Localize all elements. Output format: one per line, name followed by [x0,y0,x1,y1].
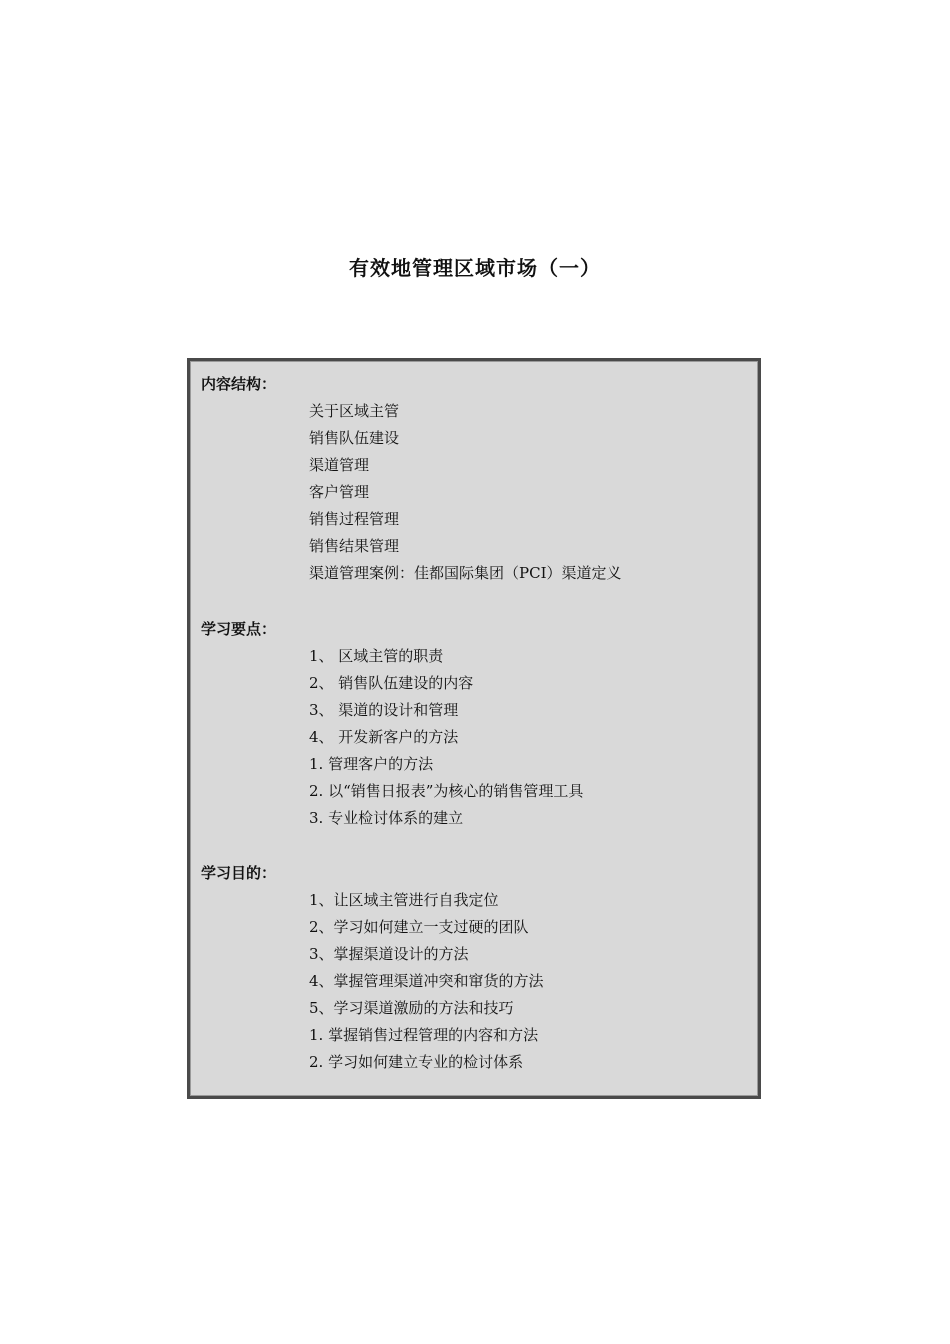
list-item: 4、 开发新客户的方法 [309,728,459,746]
section-heading-content-structure: 内容结构： [201,375,277,393]
list-item: 3. 专业检讨体系的建立 [309,809,464,827]
list-item: 4、掌握管理渠道冲突和窜货的方法 [309,972,544,990]
list-item: 关于区域主管 [309,402,400,420]
list-item: 销售队伍建设 [309,429,400,447]
list-item: 3、 渠道的设计和管理 [309,701,459,719]
section-heading-learning-objectives: 学习目的： [201,864,277,882]
list-item: 5、学习渠道激励的方法和技巧 [309,999,514,1017]
list-item: 2、学习如何建立一支过硬的团队 [309,918,529,936]
list-item: 渠道管理 [309,456,370,474]
list-item: 销售过程管理 [309,510,400,528]
list-item: 2、 销售队伍建设的内容 [309,674,474,692]
list-item: 1. 管理客户的方法 [309,755,434,773]
list-item: 2. 以“销售日报表”为核心的销售管理工具 [309,782,584,800]
list-item: 1. 掌握销售过程管理的内容和方法 [309,1026,539,1044]
list-item: 2. 学习如何建立专业的检讨体系 [309,1053,524,1071]
list-item: 销售结果管理 [309,537,400,555]
list-item: 客户管理 [309,483,370,501]
list-item: 3、掌握渠道设计的方法 [309,945,469,963]
section-heading-key-points: 学习要点： [201,620,277,638]
page-title: 有效地管理区域市场（一） [349,256,601,280]
list-item: 渠道管理案例：佳都国际集团（PCI）渠道定义 [309,564,622,582]
content-box [187,358,761,1099]
list-item: 1、 区域主管的职责 [309,647,444,665]
list-item: 1、让区域主管进行自我定位 [309,891,499,909]
